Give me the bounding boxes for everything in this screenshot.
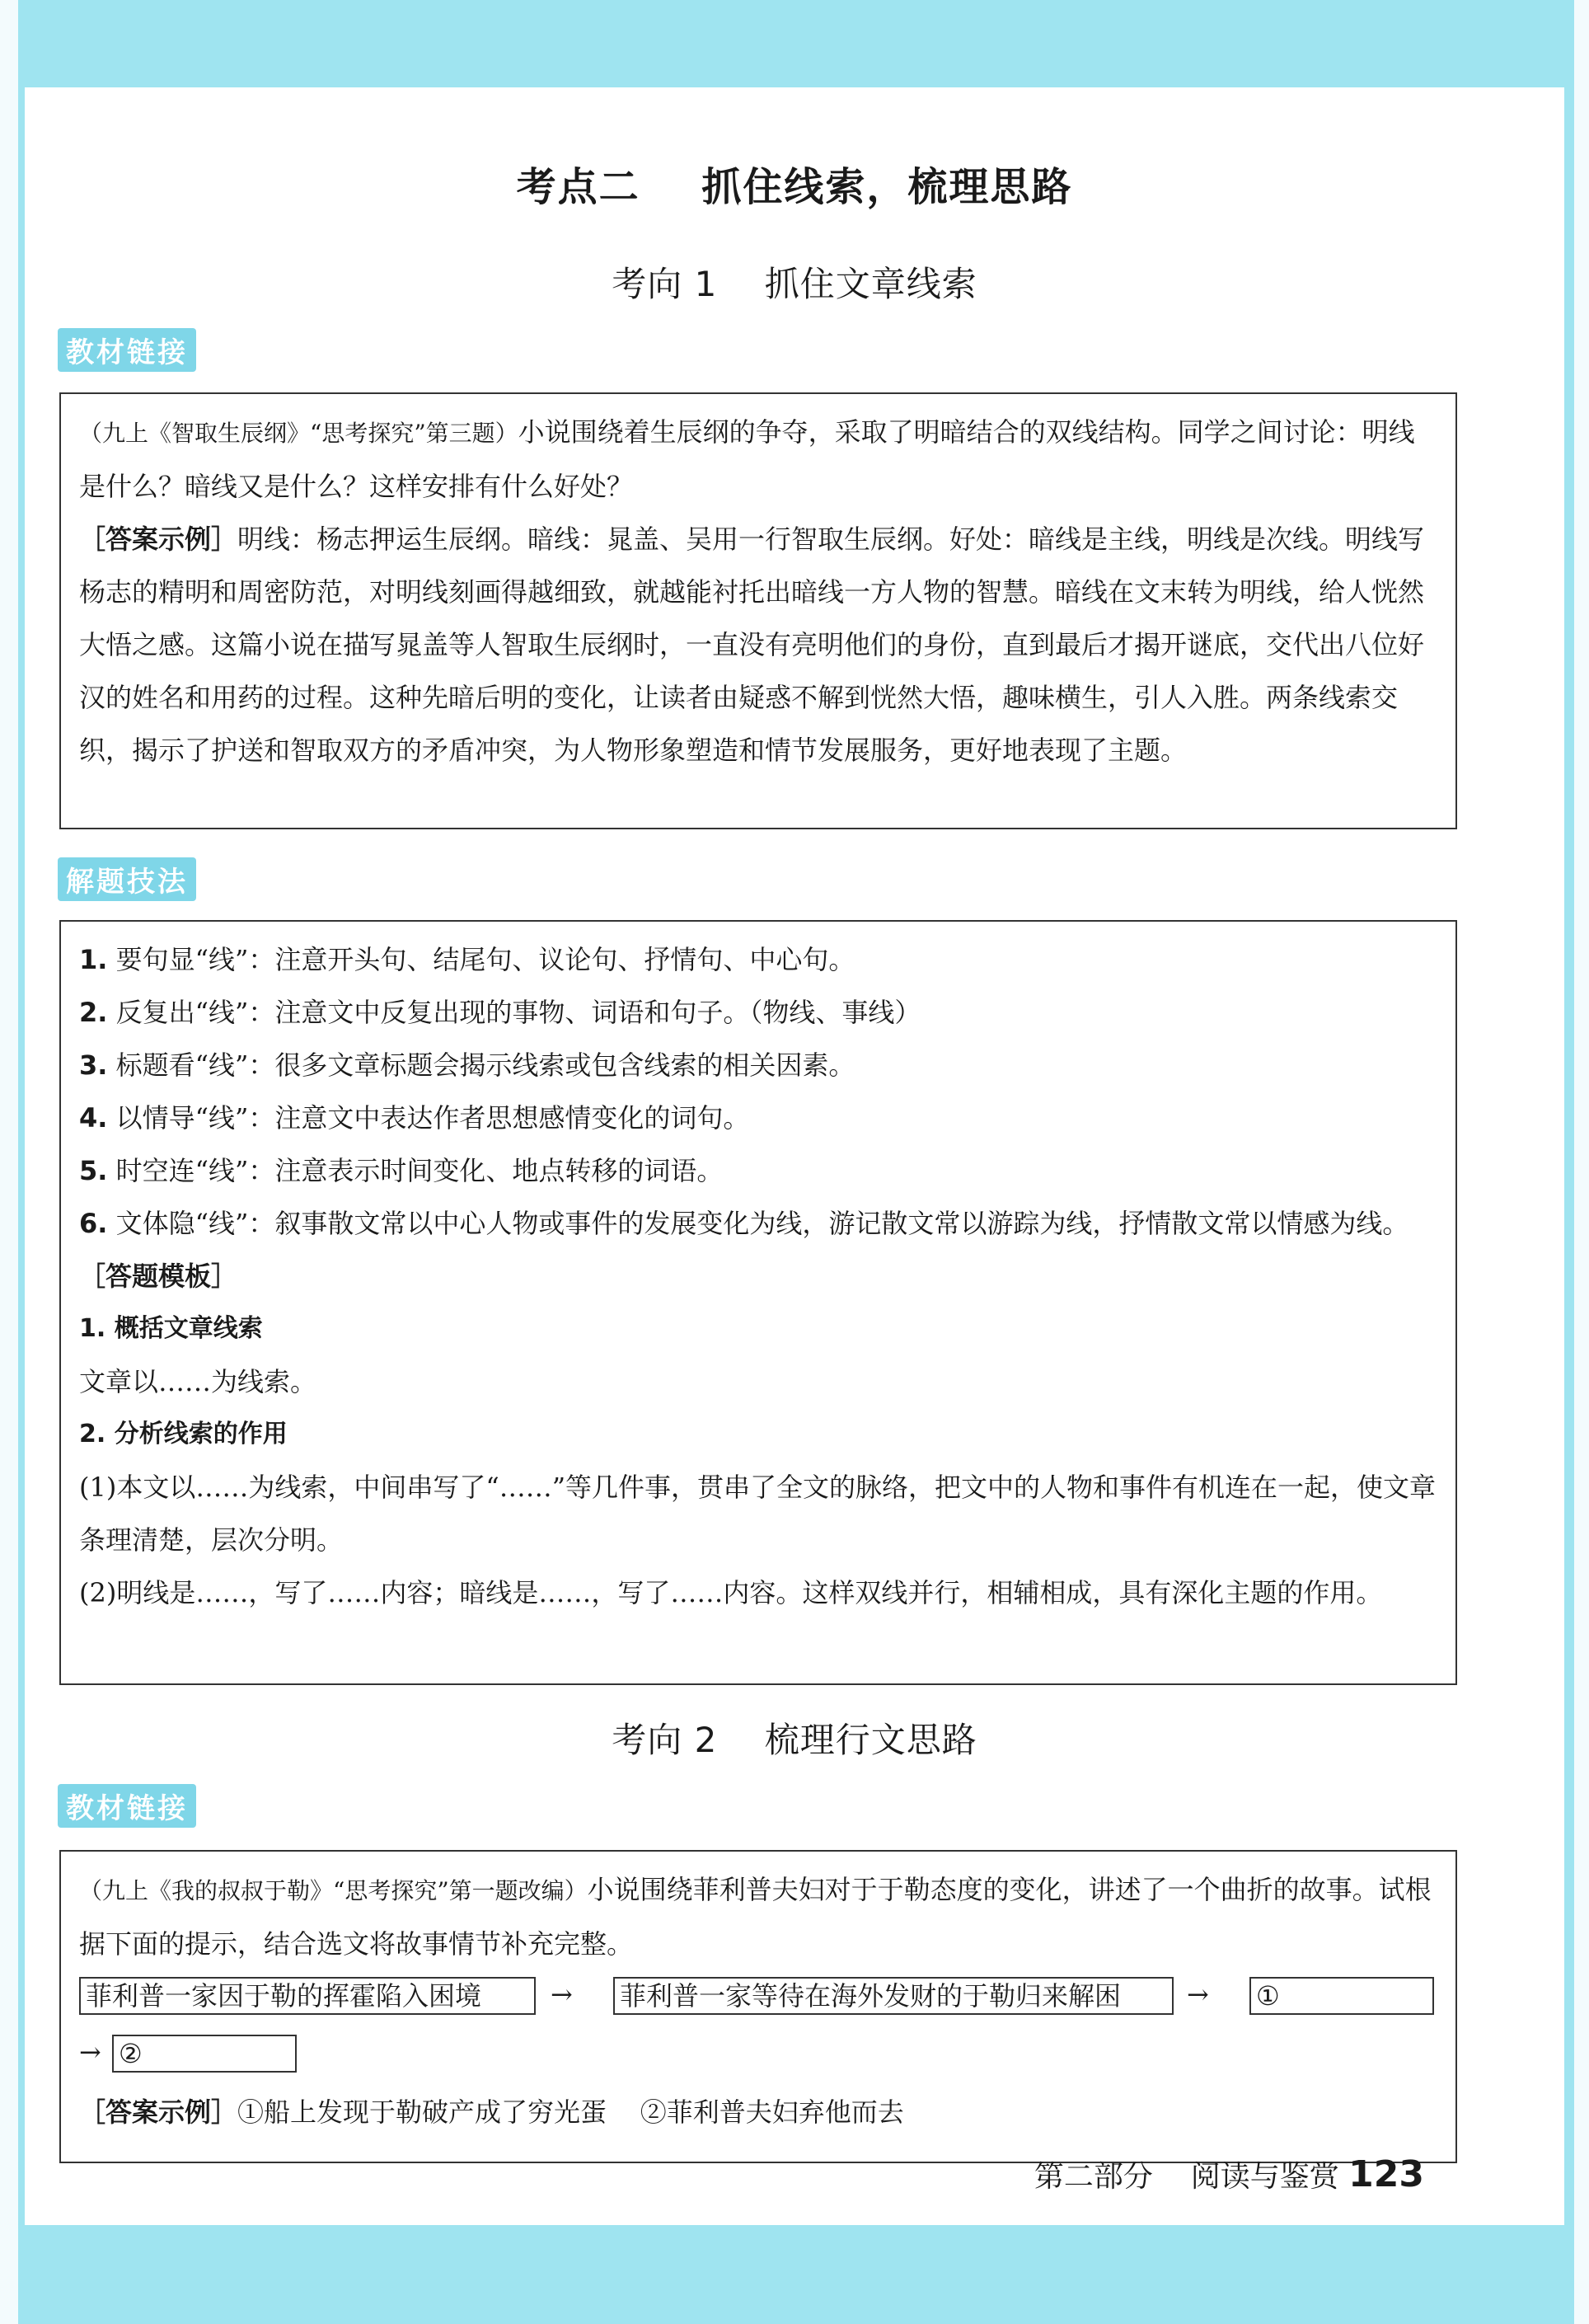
answer-label: ［答案示例］	[79, 523, 238, 555]
method-item: 2. 反复出“线”：注意文中反复出现的事物、词语和句子。（物线、事线）	[79, 997, 921, 1028]
method-item: 4. 以情导“线”：注意文中表达作者思想感情变化的词句。	[79, 1102, 750, 1134]
method-item: 1. 要句显“线”：注意开头句、结尾句、议论句、抒情句、中心句。	[79, 944, 855, 975]
template-text-1: 文章以……为线索。	[79, 1366, 317, 1397]
left-page-edge	[0, 0, 18, 2324]
method-item: 3. 标题看“线”：很多文章标题会揭示线索或包含线索的相关因素。	[79, 1049, 855, 1081]
plot-flow-row-2	[79, 2028, 1441, 2086]
top-border	[0, 0, 1589, 87]
method-item: 6. 文体隐“线”：叙事散文常以中心人物或事件的发展变化为线，游记散文常以游踪为线，抒情散文常以情感为线。	[79, 1208, 1409, 1239]
right-page-edge	[1574, 0, 1589, 2324]
bottom-border	[0, 2225, 1589, 2324]
footer-section: 第二部分 阅读与鉴赏	[1034, 2160, 1349, 2194]
textbook-answer: ［答案示例］明线：杨志押运生辰纲。暗线：晁盖、吴用一行智取生辰纲。好处：暗线是主线，明线是次线。明线写杨志的精明和周密防范，对明线刻画得越细致，就越能衬托出暗线一方人物的智慧。暗线在文末转为明线，给人恍然大悟之感。这篇小说在描写晁盖等人智取生辰纲时，一直没有亮明他们的身份，直到最后才揭开谜底，交代出八位好汉的姓名和用药的过程。这种先暗后明的变化，让读者由疑惑不解到恍然大悟，趣味横生，引人入胜。两条线索交织，揭示了护送和智取双方的矛盾冲突，为人物形象塑造和情节发展服务，更好地表现了主题。	[79, 523, 1425, 766]
textbook2-question: （九上《我的叔叔于勒》“思考探究”第一题改编）小说围绕菲利普夫妇对于于勒态度的变化，讲述了一个曲折的故事。试根据下面的提示，结合选文将故事情节补充完整。	[79, 1874, 1432, 1960]
plot-step-1: 菲利普一家因于勒的挥霍陷入困境	[79, 1977, 536, 2015]
template-label: ［答题模板］	[79, 1261, 238, 1292]
plot-step-4-blank: ②	[112, 2035, 297, 2073]
section1-heading: 考向 1 抓住文章线索	[612, 264, 977, 304]
textbook-source: （九上《智取生辰纲》“思考探究”第三题）	[79, 420, 518, 447]
method-tag: 解题技法	[58, 857, 196, 901]
textbook2-answer: ［答案示例］①船上发现于勒破产成了穷光蛋 ②菲利普夫妇弃他而去	[79, 2096, 904, 2128]
textbook-question: （九上《智取生辰纲》“思考探究”第三题）小说围绕着生辰纲的争夺，采取了明暗结合的双线结构。同学之间讨论：明线是什么？暗线又是什么？这样安排有什么好处？	[79, 416, 1415, 502]
plot-flow-row-1	[79, 1970, 1441, 2028]
method-box	[59, 920, 1457, 1685]
textbook2-source: （九上《我的叔叔于勒》“思考探究”第一题改编）	[79, 1877, 588, 1904]
textbook-box-2	[59, 1850, 1457, 2163]
template-text-2b: (2)明线是……，写了……内容；暗线是……，写了……内容。这样双线并行，相辅相成，具有深化主题的作用。	[79, 1577, 1383, 1608]
textbook-box	[59, 392, 1457, 829]
template-heading-1: 1. 概括文章线索	[79, 1314, 263, 1343]
arrow-icon: →	[1187, 1979, 1209, 2010]
template-text-2a: (1)本文以……为线索，中间串写了“……”等几件事，贯串了全文的脉络，把文中的人物和事件有机连在一起，使文章条理清楚，层次分明。	[79, 1472, 1437, 1556]
arrow-icon: →	[551, 1979, 573, 2010]
page-number: 123	[1348, 2153, 1424, 2195]
page-title: 考点二 抓住线索，梳理思路	[516, 164, 1073, 210]
section2-heading: 考向 2 梳理行文思路	[612, 1720, 977, 1760]
plot-step-3-blank: ①	[1249, 1977, 1434, 2015]
arrow-icon: →	[79, 2036, 101, 2068]
template-heading-2: 2. 分析线索的作用	[79, 1420, 288, 1448]
method-item: 5. 时空连“线”：注意表示时间变化、地点转移的词语。	[79, 1155, 724, 1186]
page-footer	[1034, 2153, 1424, 2195]
textbook-link-tag-2: 教材链接	[58, 1784, 196, 1828]
textbook-link-tag: 教材链接	[58, 328, 196, 372]
plot-step-2: 菲利普一家等待在海外发财的于勒归来解困	[613, 1977, 1174, 2015]
